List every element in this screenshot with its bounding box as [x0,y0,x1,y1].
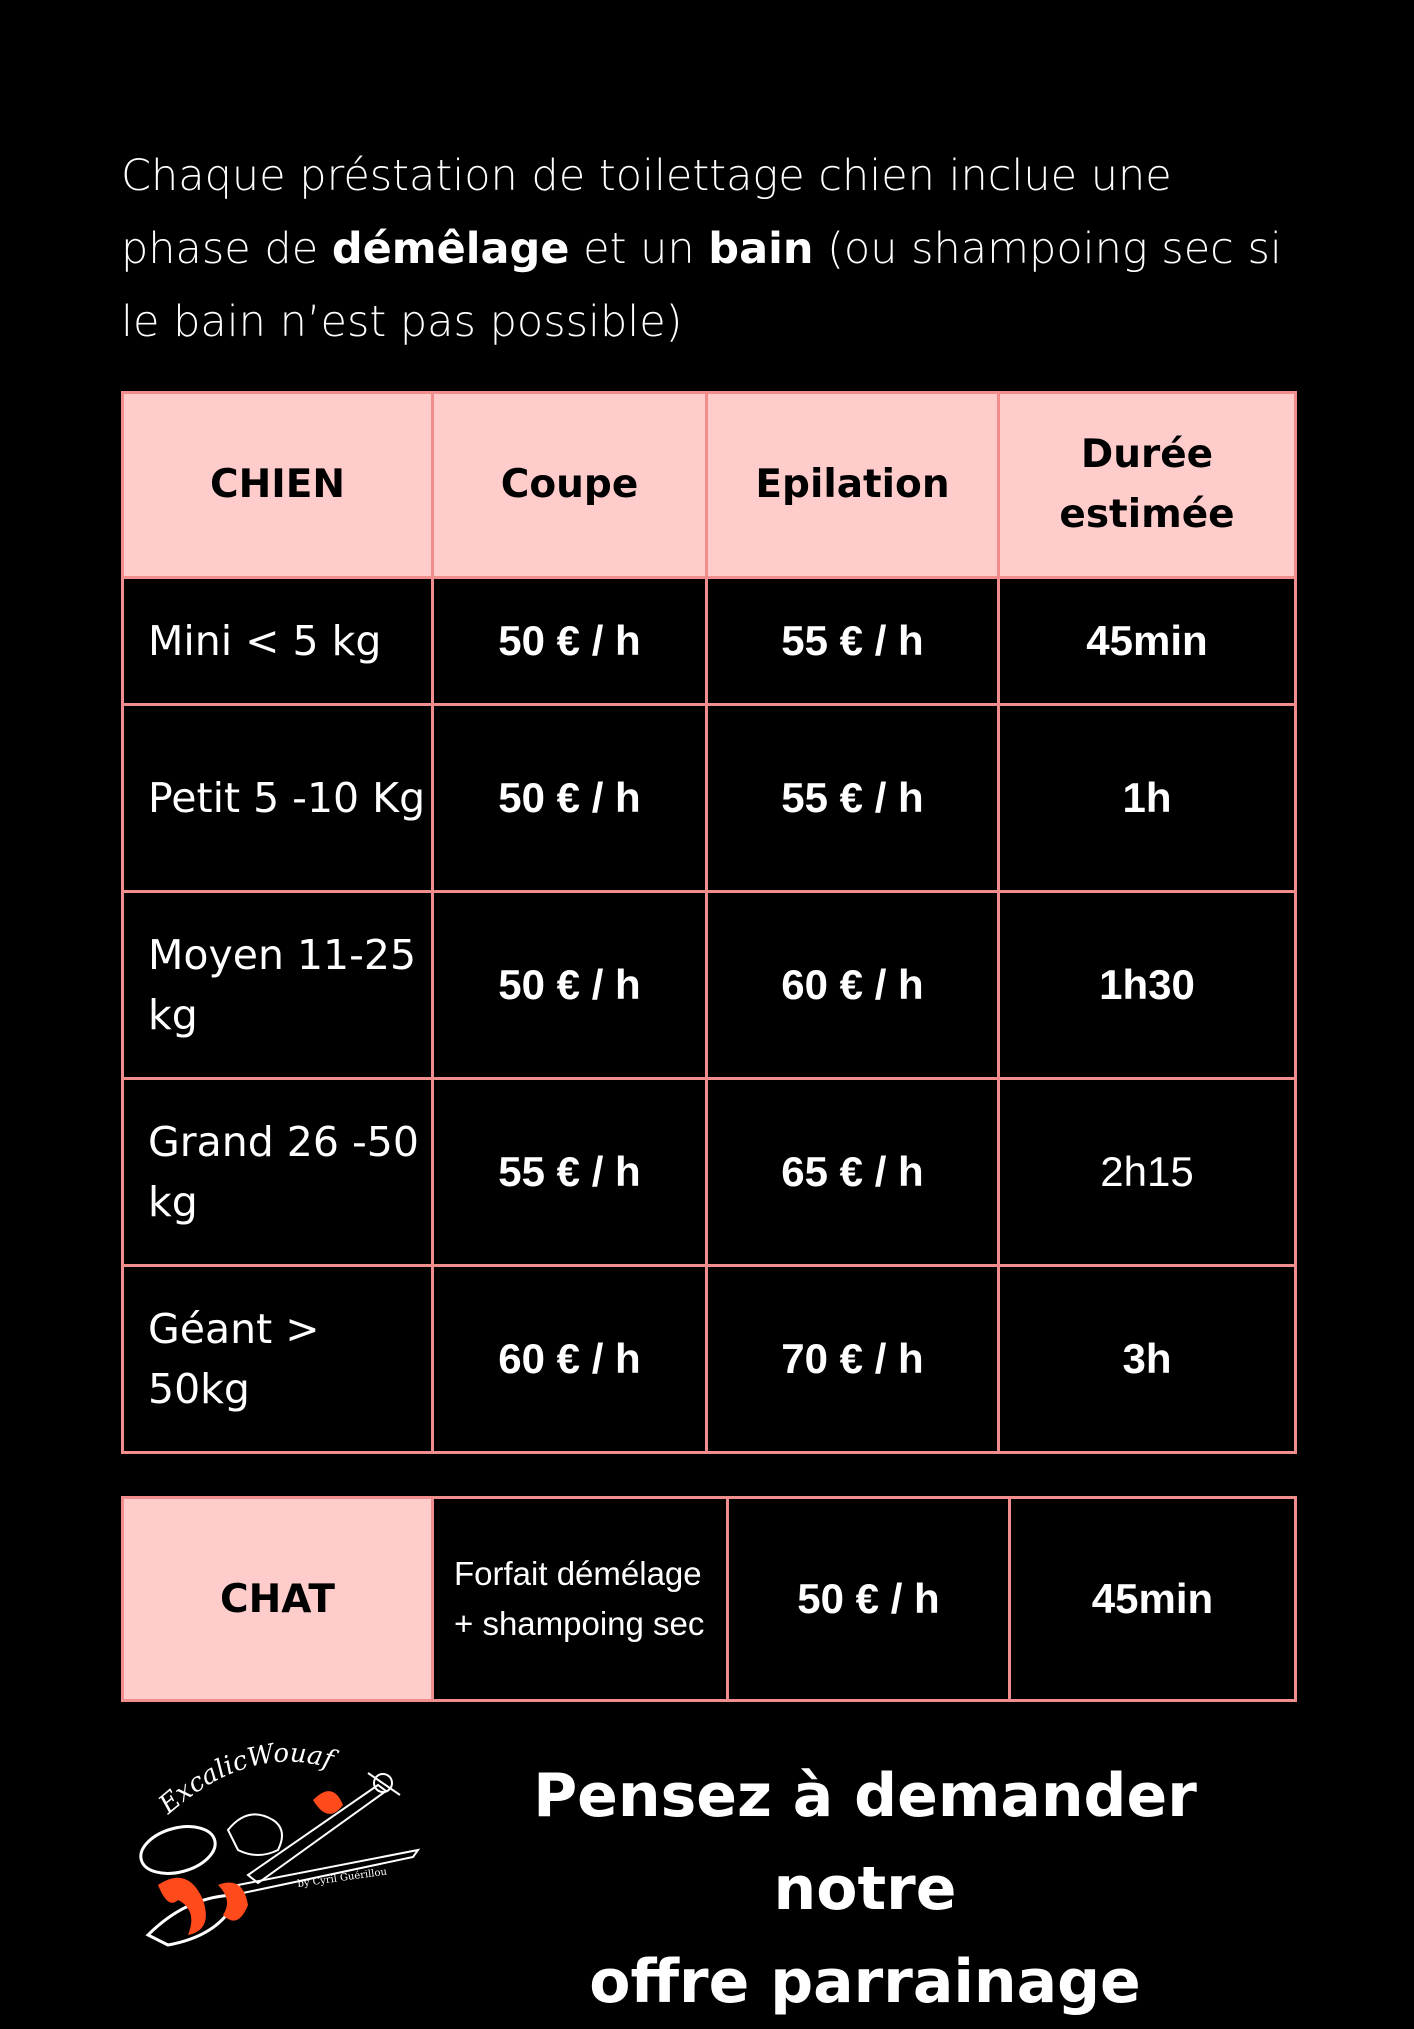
intro-text-1: Chaque préstation de toilettage chien inclue une phase de [121,151,1172,274]
cat-row [123,1498,1296,1701]
epilation-price-cell: 55 € / h [707,705,999,892]
duration-cell: 1h30 [999,892,1296,1079]
intro-paragraph [121,140,1301,359]
size-cell: Moyen 11-25 kg [123,892,433,1079]
intro-text-3: (ou shampoing sec si le bain n’est pas possible) [121,224,1282,347]
table-row [123,578,1296,705]
svg-text:by Cyril Guérillou: by Cyril Guérillou [296,1866,388,1890]
header-chien: CHIEN [123,393,433,578]
cat-price-table [121,1496,1297,1702]
coupe-price-cell: 50 € / h [433,705,707,892]
duration-cell: 45min [999,578,1296,705]
coupe-price-cell: 50 € / h [433,892,707,1079]
table-row [123,1079,1296,1266]
cat-label: CHAT [123,1498,433,1701]
referral-callout [440,1750,1290,2029]
coupe-price-cell: 60 € / h [433,1266,707,1453]
svg-text:ExcalicWouaf: ExcalicWouaf [153,1738,337,1821]
size-cell: Géant > 50kg [123,1266,433,1453]
epilation-price-cell: 55 € / h [707,578,999,705]
referral-line-2: offre parrainage [589,1947,1141,2017]
epilation-price-cell: 70 € / h [707,1266,999,1453]
size-cell: Petit 5 -10 Kg [123,705,433,892]
size-cell: Grand 26 -50 kg [123,1079,433,1266]
duration-cell: 2h15 [999,1079,1296,1266]
table-row [123,705,1296,892]
intro-text-2: et un [569,224,709,274]
cat-price: 50 € / h [728,1498,1010,1701]
table-row [123,892,1296,1079]
cat-duration: 45min [1010,1498,1296,1701]
epilation-price-cell: 65 € / h [707,1079,999,1266]
excalicwouaf-logo [128,1735,423,1955]
intro-bold-bain: bain [708,224,814,274]
size-cell: Mini < 5 kg [123,578,433,705]
intro-bold-demelage: démêlage [331,224,570,274]
dog-price-table [121,391,1297,1454]
cat-description: Forfait démélage + shampoing sec [433,1498,728,1701]
header-coupe: Coupe [433,393,707,578]
epilation-price-cell: 60 € / h [707,892,999,1079]
table-row [123,1266,1296,1453]
duration-cell: 3h [999,1266,1296,1453]
coupe-price-cell: 50 € / h [433,578,707,705]
duration-cell: 1h [999,705,1296,892]
coupe-price-cell: 55 € / h [433,1079,707,1266]
header-epilation: Epilation [707,393,999,578]
header-duree: Durée estimée [999,393,1296,578]
referral-line-1: Pensez à demander notre [533,1761,1197,1924]
table-header-row [123,393,1296,578]
